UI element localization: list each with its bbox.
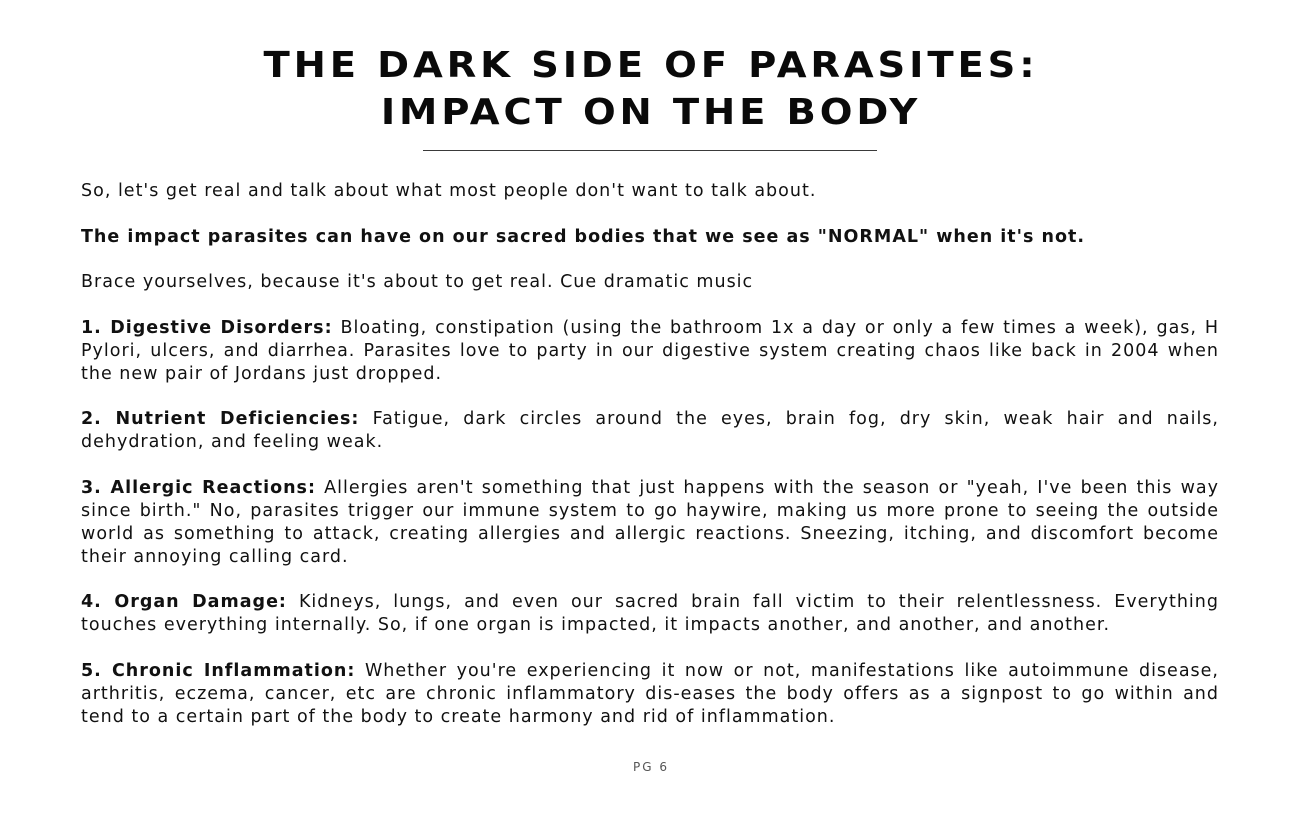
list-item-heading: 1. Digestive Disorders: (81, 317, 333, 338)
list-item-organ-damage (81, 591, 1219, 637)
list-item-heading: 5. Chronic Inflammation: (81, 660, 356, 681)
list-item-text: Kidneys, lungs, and even our sacred brain fall victim to their relentlessness. Everything touches everything internally. So, if one organ is impacted, it impacts another, and another, and another. (81, 592, 1219, 635)
intro-bold-statement: The impact parasites can have on our sacred bodies that we see as "NORMAL" when it's not. (81, 226, 1085, 247)
list-item-heading: 4. Organ Damage: (81, 592, 287, 612)
list-item-text: Fatigue, dark circles around the eyes, brain fog, dry skin, weak hair and nails, dehydration, and feeling weak. (81, 409, 1219, 452)
list-item-text: Bloating, constipation (using the bathroom 1x a day or only a few times a week), gas, H Pylori, ulcers, and diarrhea. Parasites love to party in our digestive system creating chaos like back in 2004 when the new pair of Jordans just dropped. (81, 317, 1219, 384)
article-body (81, 180, 1219, 751)
list-item-allergic-reactions (81, 477, 1219, 569)
page-number: PG 6 (633, 760, 669, 774)
list-item-digestive-disorders (81, 317, 1219, 386)
list-item-nutrient-deficiencies (81, 408, 1219, 454)
list-item-text: Whether you're experiencing it now or not, manifestations like autoimmune disease, arthritis, eczema, cancer, etc are chronic inflammatory dis-eases the body offers as a signpost to go within and tend to a certain part of the body to create harmony and rid of inflammation. (81, 660, 1219, 727)
title-line-2: IMPACT ON THE BODY (380, 92, 922, 133)
intro-paragraph: So, let's get real and talk about what most people don't want to talk about. (81, 181, 817, 201)
list-item-heading: 3. Allergic Reactions: (81, 477, 316, 498)
list-item-text: Allergies aren't something that just happens with the season or "yeah, I've been this way since birth." No, parasites trigger our immune system to go haywire, making us more prone to seeing the outside world as something to attack, creating allergies and allergic reactions. Sneezing, itching, and discomfort become their annoying calling card. (81, 477, 1219, 567)
list-item-chronic-inflammation (81, 660, 1219, 729)
title-divider (423, 150, 877, 151)
page-title (0, 42, 1302, 136)
intro-paragraph: Brace yourselves, because it's about to get real. Cue dramatic music (81, 272, 754, 292)
title-line-1: THE DARK SIDE OF PARASITES: (263, 45, 1039, 86)
list-item-heading: 2. Nutrient Deficiencies: (81, 409, 360, 429)
